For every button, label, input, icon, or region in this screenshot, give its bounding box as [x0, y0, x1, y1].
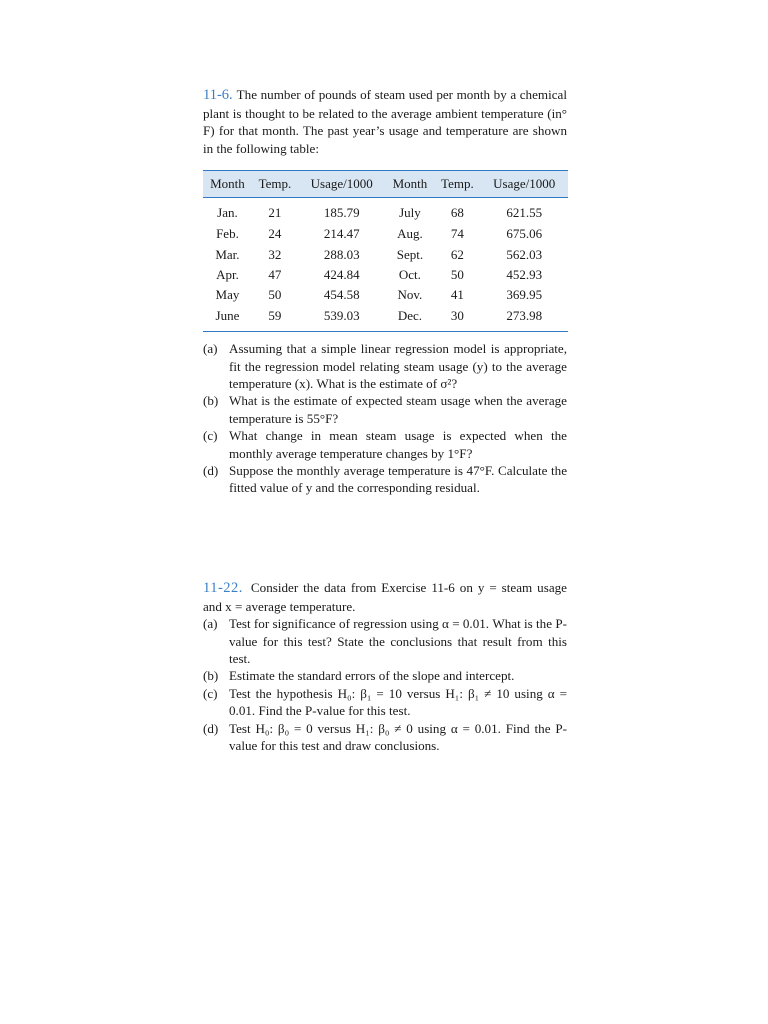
- table-row: [203, 245, 568, 265]
- table-cell: Aug.: [397, 226, 423, 242]
- table-cell: 454.58: [323, 287, 360, 303]
- column-header: Temp.: [441, 176, 474, 192]
- table-cell: 214.47: [323, 226, 360, 242]
- table-cell: 21: [268, 205, 282, 221]
- part-label: (b): [203, 393, 219, 409]
- column-header: Temp.: [258, 176, 292, 192]
- table-cell: 32: [268, 246, 282, 262]
- table-row: [203, 265, 568, 285]
- part-text: Suppose the monthly average temperature is 47°F. Calculate the fitted value of y and the corresponding residual.: [229, 462, 567, 496]
- part-label: (d): [203, 720, 219, 736]
- table-cell: June: [215, 308, 240, 324]
- table-cell: Dec.: [397, 308, 422, 324]
- part-label: (c): [203, 685, 218, 701]
- exercise-11-22-intro: [203, 579, 567, 615]
- question-part: [203, 392, 567, 427]
- part-text: Test the hypothesis H₀: β₁ = 10 versus H₁: β₁ ≠ 10 using α = 0.01. Find the P-value for this test.: [229, 685, 567, 719]
- table-cell: 452.93: [506, 266, 543, 282]
- question-part: [203, 667, 567, 684]
- table-cell: 185.79: [323, 205, 360, 221]
- table-cell: July: [399, 205, 421, 221]
- exercise-11-22: [203, 579, 567, 754]
- column-header: Month: [392, 176, 428, 192]
- table-cell: Jan.: [217, 205, 238, 221]
- column-header: Usage/1000: [493, 176, 556, 192]
- question-part: [203, 340, 567, 392]
- table-cell: 621.55: [506, 205, 543, 221]
- exercise-11-6-intro: [203, 86, 567, 157]
- table-row: [203, 224, 568, 244]
- table-cell: 50: [450, 266, 464, 282]
- table-cell: 424.84: [323, 266, 360, 282]
- table-row: [203, 285, 568, 305]
- table-cell: Sept.: [396, 246, 424, 262]
- table-cell: 68: [450, 205, 464, 221]
- column-header: Usage/1000: [310, 176, 373, 192]
- part-text: Test H₀: β₀ = 0 versus H₁: β₀ ≠ 0 using α = 0.01. Find the P-value for this test and draw conclusions.: [229, 720, 567, 754]
- part-text: What is the estimate of expected steam usage when the average temperature is 55°F?: [229, 393, 567, 426]
- part-label: (b): [203, 668, 219, 684]
- question-part: [203, 615, 567, 667]
- table-cell: 47: [268, 266, 282, 282]
- table-cell: Feb.: [216, 226, 239, 242]
- question-part: [203, 427, 567, 462]
- part-text: Assuming that a simple linear regression model is appropriate, fit the regression model relating steam usage (y) to the average temperature (x). What is the estimate of σ²?: [229, 341, 567, 391]
- exercise-number: 11-22.: [203, 580, 243, 596]
- table-cell: Nov.: [397, 287, 423, 303]
- table-cell: 62: [450, 246, 464, 262]
- steam-usage-table: [203, 170, 568, 332]
- table-cell: 288.03: [323, 246, 360, 262]
- part-label: (a): [203, 616, 218, 632]
- table-cell: 539.03: [323, 308, 360, 324]
- question-part: [203, 685, 567, 720]
- table-cell: May: [215, 287, 240, 303]
- table-cell: 675.06: [506, 226, 543, 242]
- table-cell: 74: [450, 226, 464, 242]
- part-label: (d): [203, 462, 219, 478]
- table-cell: 369.95: [506, 287, 543, 303]
- question-part: [203, 720, 567, 755]
- column-header: Month: [210, 176, 245, 192]
- table-cell: 273.98: [506, 308, 543, 324]
- exercise-text: Consider the data from Exercise 11-6 on y = steam usage and x = average temperature.: [203, 580, 567, 614]
- table-cell: Mar.: [215, 246, 240, 262]
- exercise-11-6: [203, 86, 567, 497]
- table-row: [203, 305, 568, 332]
- part-label: (a): [203, 341, 218, 357]
- part-text: Test for significance of regression using α = 0.01. What is the P-value for this test? State the conclusions that result from this test.: [229, 616, 567, 666]
- table-cell: Apr.: [216, 266, 239, 282]
- table-cell: 50: [268, 287, 282, 303]
- table-cell: 24: [268, 226, 282, 242]
- table-cell: 30: [450, 308, 464, 324]
- question-part: [203, 462, 567, 497]
- table-row: [203, 198, 568, 225]
- exercise-11-6-parts: [203, 340, 567, 497]
- table-cell: Oct.: [398, 266, 421, 282]
- part-label: (c): [203, 428, 218, 444]
- part-text: Estimate the standard errors of the slope and intercept.: [229, 668, 515, 684]
- table-header-row: [203, 171, 568, 198]
- table-cell: 41: [450, 287, 464, 303]
- exercise-11-22-parts: [203, 615, 567, 754]
- exercise-number: 11-6.: [203, 87, 233, 103]
- table-cell: 562.03: [506, 246, 543, 262]
- exercise-text: The number of pounds of steam used per month by a chemical plant is thought to be related to the average ambient temperature (in° F) for that month. The past year’s usage and temperature are shown in the following table:: [203, 87, 567, 156]
- part-text: What change in mean steam usage is expected when the monthly average temperature changes by 1°F?: [229, 428, 567, 461]
- table-cell: 59: [268, 308, 282, 324]
